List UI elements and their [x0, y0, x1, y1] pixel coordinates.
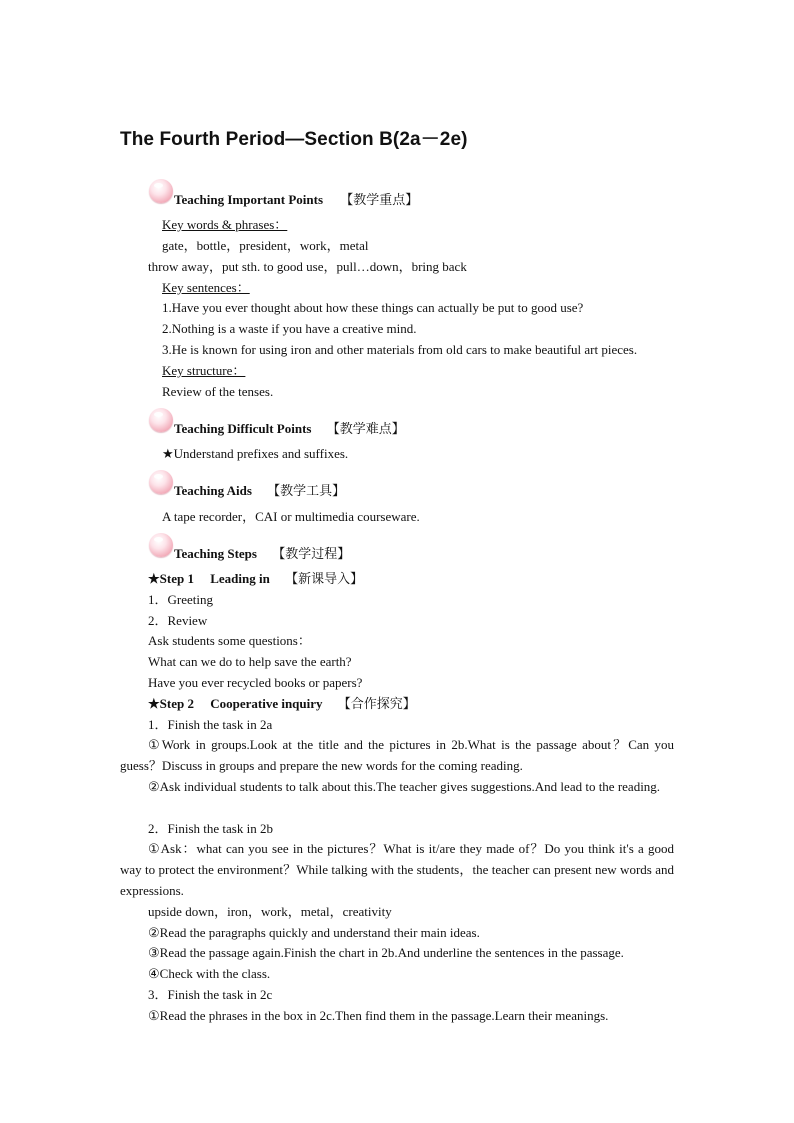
flower-bullet-icon: [149, 533, 173, 557]
key-words-label: Key words & phrases：: [162, 217, 288, 232]
page-title: The Fourth Period—Section B(2a－2e): [120, 129, 468, 150]
flower-bullet-icon: [149, 408, 173, 432]
heading-text: Teaching Aids: [174, 483, 252, 498]
heading-cn: 【教学难点】: [326, 422, 405, 437]
difficult-point: ★Understand prefixes and suffixes.: [162, 446, 349, 461]
step-text: ★Step 1 Leading in: [148, 571, 270, 586]
task-paragraph: ②Ask individual students to talk about this.The teacher gives suggestions.And lead to the reading.: [148, 779, 661, 794]
step-cn: 【新课导入】: [285, 572, 364, 587]
step-text: ★Step 2 Cooperative inquiry: [148, 696, 323, 711]
task-line: ①Read the phrases in the box in 2c.Then find them in the passage.Learn their meanings.: [148, 1008, 609, 1023]
step-heading: [148, 570, 363, 588]
task-line: ④Check with the class.: [148, 966, 271, 981]
heading-cn: 【教学重点】: [340, 193, 419, 208]
words-line: gate，bottle，president，work，metal: [162, 238, 369, 253]
task-heading: 3．Finish the task in 2c: [148, 987, 273, 1002]
section-heading: [174, 420, 405, 438]
question: What can we do to help save the earth?: [148, 654, 352, 669]
task-line: ②Read the paragraphs quickly and understand their main ideas.: [148, 925, 480, 940]
flower-bullet-icon: [149, 179, 173, 203]
sentence: 1.Have you ever thought about how these things can actually be put to good use?: [162, 300, 584, 315]
phrases-line: throw away，put sth. to good use，pull…down，bring back: [148, 259, 467, 274]
vocab-line: upside down，iron，work，metal，creativity: [148, 904, 392, 919]
key-sentences-label: Key sentences：: [162, 280, 250, 295]
section-heading: [174, 545, 350, 563]
step-text-line: Ask students some questions：: [148, 633, 311, 648]
heading-cn: 【教学工具】: [267, 484, 346, 499]
step-item: 2．Review: [148, 613, 208, 628]
heading-text: Teaching Important Points: [174, 192, 324, 207]
heading-text: Teaching Steps: [174, 546, 257, 561]
section-heading: [174, 191, 418, 209]
step-item: 1．Greeting: [148, 592, 213, 607]
sentence: 2.Nothing is a waste if you have a creative mind.: [162, 321, 417, 336]
heading-text: Teaching Difficult Points: [174, 421, 312, 436]
task-paragraph: ①Ask：what can you see in the pictures？What is it/are they made of？Do you think it's a good way to protect the environment？While talking with the students，the teacher can present new words and expressions.: [120, 841, 674, 898]
task-heading: 1．Finish the task in 2a: [148, 717, 273, 732]
aids-text: A tape recorder，CAI or multimedia courseware.: [162, 509, 420, 524]
sentence: 3.He is known for using iron and other materials from old cars to make beautiful art pieces.: [162, 342, 638, 357]
section-heading: [174, 482, 345, 500]
key-structure-label: Key structure：: [162, 363, 246, 378]
question: Have you ever recycled books or papers?: [148, 675, 363, 690]
heading-cn: 【教学过程】: [272, 547, 351, 562]
step-heading: [148, 695, 416, 713]
flower-bullet-icon: [149, 470, 173, 494]
task-line: ③Read the passage again.Finish the chart in 2b.And underline the sentences in the passage.: [148, 945, 624, 960]
structure-text: Review of the tenses.: [162, 384, 274, 399]
step-cn: 【合作探究】: [337, 697, 416, 712]
task-heading: 2．Finish the task in 2b: [148, 821, 273, 836]
task-paragraph: ①Work in groups.Look at the title and the pictures in 2b.What is the passage about？Can you guess？Discuss in groups and prepare the new words for the coming reading.: [120, 737, 674, 773]
